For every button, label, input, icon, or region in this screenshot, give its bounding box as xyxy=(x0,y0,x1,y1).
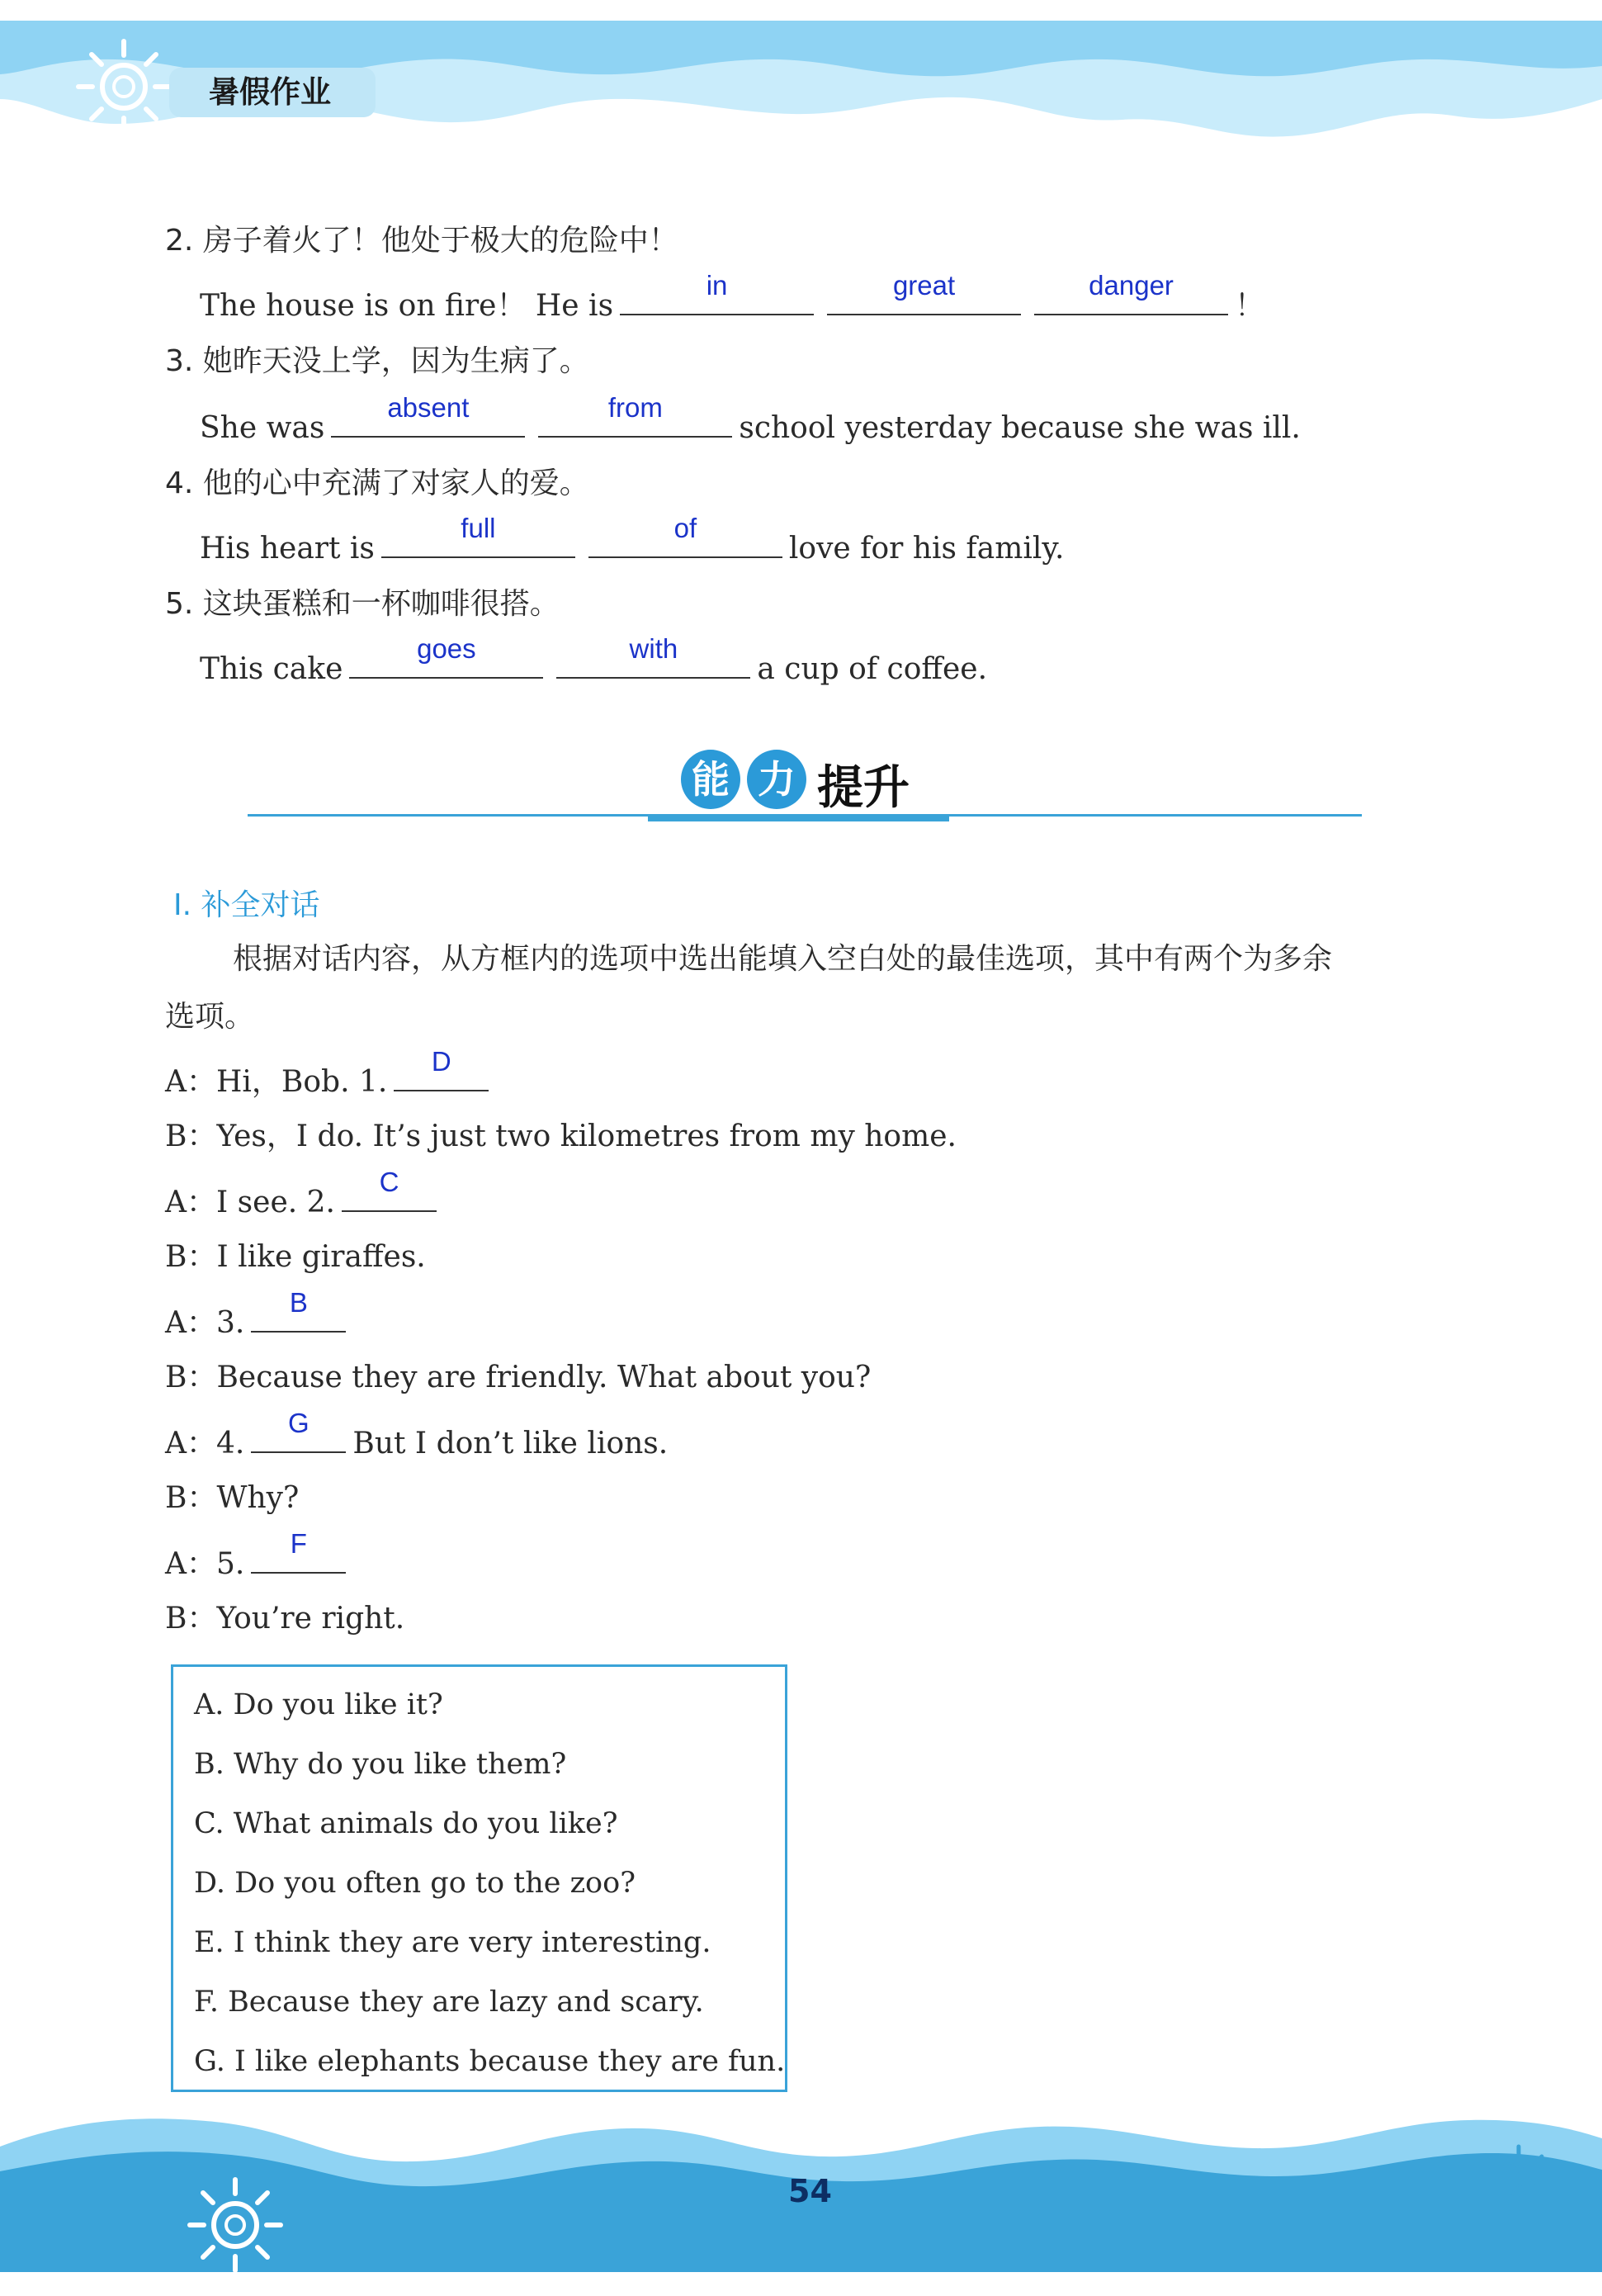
dialogue-line: A：3. B xyxy=(165,1299,352,1342)
answer-blank[interactable]: in xyxy=(620,282,814,315)
answer-blank[interactable]: from xyxy=(538,405,732,438)
dialogue-line: A：Hi，Bob. 1. D xyxy=(165,1058,495,1101)
answer-blank[interactable]: full xyxy=(381,525,575,558)
answer-blank[interactable]: G xyxy=(251,1420,346,1453)
option-a: A. Do you like it? xyxy=(194,1688,443,1721)
exercise-5-chinese: 5. 这块蛋糕和一杯咖啡很搭。 xyxy=(165,587,560,621)
dialogue-line: B：Yes，I do. It’s just two kilometres from my home. xyxy=(165,1120,957,1153)
exercise-5-english: This cake goes with a cup of coffee. xyxy=(200,633,988,686)
answer-blank[interactable]: great xyxy=(827,282,1021,315)
dialogue-line: B：Why? xyxy=(165,1481,300,1515)
exercise-2-english: The house is on fire！ He is in great danger ！ xyxy=(200,270,1265,323)
option-f: F. Because they are lazy and scary. xyxy=(194,1986,704,2019)
options-box xyxy=(171,1664,787,2092)
answer-blank[interactable]: F xyxy=(251,1541,346,1574)
page-number: 54 xyxy=(788,2173,832,2209)
answer-blank[interactable]: absent xyxy=(331,405,525,438)
dialogue-line: A：I see. 2. C xyxy=(165,1179,443,1221)
dialogue-line: A：4. G But I don’t like lions. xyxy=(165,1408,669,1460)
section-heading xyxy=(248,743,1362,826)
answer-blank[interactable]: with xyxy=(556,646,750,679)
exercise-2-chinese: 2. 房子着火了！他处于极大的危险中！ xyxy=(165,224,678,258)
answer-blank[interactable]: C xyxy=(342,1179,437,1212)
header-tag: 暑假作业 xyxy=(169,68,376,117)
option-b: B. Why do you like them? xyxy=(194,1748,567,1781)
exercise-3-chinese: 3. 她昨天没上学，因为生病了。 xyxy=(165,344,589,378)
section-title-text: 提升 xyxy=(817,761,910,815)
instruction-line-1: 根据对话内容，从方框内的选项中选出能填入空白处的最佳选项，其中有两个为多余 xyxy=(233,942,1333,976)
dialogue-line: B：Because they are friendly. What about you? xyxy=(165,1361,872,1394)
part-title: Ⅰ. 补全对话 xyxy=(173,888,320,922)
dialogue-line: A：5. F xyxy=(165,1541,352,1583)
answer-blank[interactable]: D xyxy=(394,1058,489,1091)
answer-blank[interactable]: danger xyxy=(1034,282,1228,315)
answer-blank[interactable]: goes xyxy=(349,646,543,679)
instruction-line-2: 选项。 xyxy=(165,1000,255,1034)
section-char-2: 力 xyxy=(747,750,806,809)
answer-blank[interactable]: of xyxy=(588,525,782,558)
exercise-4-chinese: 4. 他的心中充满了对家人的爱。 xyxy=(165,466,589,500)
answer-blank[interactable]: B xyxy=(251,1299,346,1333)
option-d: D. Do you often go to the zoo? xyxy=(194,1867,636,1900)
dialogue-line: B：I like giraffes. xyxy=(165,1240,426,1274)
option-c: C. What animals do you like? xyxy=(194,1807,618,1840)
dialogue-line: B：You’re right. xyxy=(165,1602,405,1636)
exercise-4-english: His heart is full of love for his family. xyxy=(200,513,1065,566)
section-char-1: 能 xyxy=(681,750,740,809)
option-e: E. I think they are very interesting. xyxy=(194,1926,711,1959)
option-g: G. I like elephants because they are fun. xyxy=(194,2045,786,2078)
exercise-3-english: She was absent from school yesterday because she was ill. xyxy=(200,392,1301,445)
